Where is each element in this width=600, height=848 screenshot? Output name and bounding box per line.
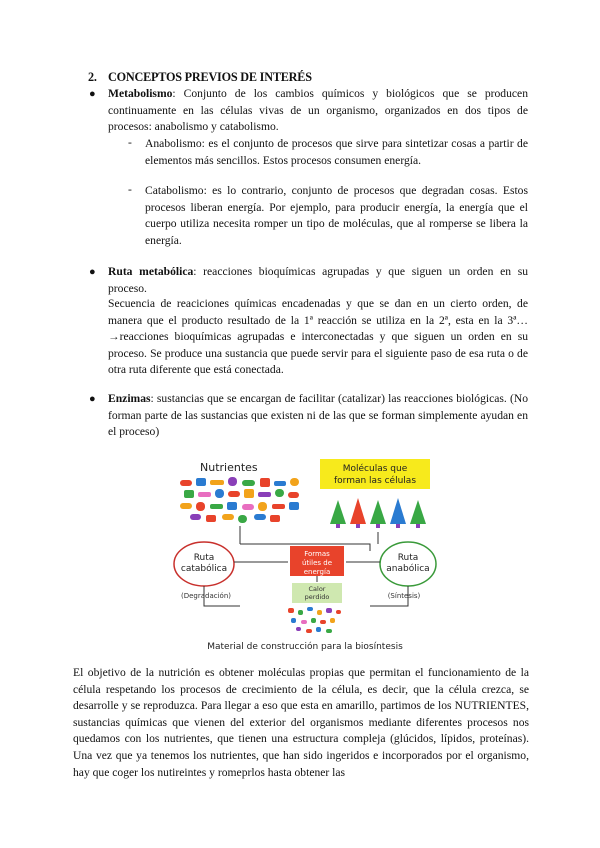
catabolica-label-line2: catabólica bbox=[180, 564, 228, 574]
section-number: 2. bbox=[88, 70, 97, 84]
enzimas-definition: : sustancias que se encargan de facilitar (catalizar) las reacciones biológicas. (No forman parte de las sustancias que existen ni de las que se forman simplemente ayudan en el proceso) bbox=[108, 392, 528, 439]
closing-paragraph: El objetivo de la nutrición es obtener moléculas propias que permitan el funcionamiento de la célula respetando los procesos de crecimiento de la célula, es decir, que la célula crezca, se desarrolle y se reproduzca. Para llegar a eso que esta en amarillo, partimos de los NUTRIENTES, sustancias químicas que vienen del exterior del organismos mediante diferentes procesos nos quedamos con los nutrientes, que tienen una estructura compleja (glúcidos, lípidos, proteínas). Una vez que ya tenemos los nutrientes, que han sido ingeridos e incorporados por el organismo, hay que coger los nutireintes y romeprlos hasta obtener las bbox=[73, 666, 529, 779]
moleculas-label-line2: forman las células bbox=[333, 476, 417, 486]
bullet-icon: ● bbox=[89, 88, 96, 100]
section-title: CONCEPTOS PREVIOS DE INTERÉS bbox=[108, 70, 312, 84]
dash-marker: - bbox=[128, 136, 132, 149]
metabolismo-term: Metabolismo bbox=[108, 87, 173, 100]
metabolism-diagram bbox=[170, 456, 440, 656]
section-heading bbox=[88, 70, 312, 85]
enzimas-paragraph bbox=[108, 391, 528, 441]
calor-label-line1: Calor bbox=[308, 585, 326, 593]
bullet-icon: ● bbox=[89, 393, 96, 405]
anabolica-label-line1: Ruta bbox=[397, 553, 419, 563]
nutrientes-label: Nutrientes bbox=[200, 461, 258, 474]
dash-marker: - bbox=[128, 183, 132, 196]
energia-label-line3: energía bbox=[303, 568, 331, 576]
nutrient-molecules-cluster bbox=[180, 477, 299, 523]
figure-caption: Material de construcción para la biosíntesis bbox=[207, 642, 403, 652]
ruta-term: Ruta metabólica bbox=[108, 265, 194, 278]
enzimas-term: Enzimas bbox=[108, 392, 151, 405]
anabolica-label-line2: anabólica bbox=[386, 564, 430, 574]
metabolismo-paragraph bbox=[108, 86, 528, 136]
building-blocks-cluster bbox=[288, 607, 341, 633]
ruta-paragraph bbox=[108, 264, 528, 297]
ruta-extra: Secuencia de reaciciones químicas encadenadas y que se dan en un cierto orden, de manera que el producto resultado de la 1ª reacción se utiliza en la 2ª, esta en la 3ª…→reacciones bioquímicas agrupadas e interconectadas y que siguen un orden en su proceso. Se produce una sustancia que puede servir para el siguiente paso de esa ruta o de otra ruta diferente que está conectada. bbox=[108, 297, 528, 377]
bullet-icon: ● bbox=[89, 266, 96, 278]
catabolica-sub-label: (Degradación) bbox=[180, 592, 232, 600]
ruta-definition: : reacciones bioquímicas agrupadas y que siguen un orden en su proceso. bbox=[108, 265, 529, 295]
energia-label-line2: útiles de bbox=[302, 559, 332, 567]
anabolica-sub-label: (Síntesis) bbox=[387, 592, 421, 600]
cell-molecules-cluster bbox=[330, 498, 426, 528]
anabolismo-text: Anabolismo: es el conjunto de procesos que sirve para sintetizar cosas a partir de elementos más sencillos. Estos procesos consumen energía. bbox=[145, 137, 528, 167]
energia-label-line1: Formas bbox=[304, 550, 330, 558]
calor-label-line2: perdido bbox=[304, 593, 330, 601]
catabolismo-text: Catabolismo: es lo contrario, conjunto de procesos que degradan cosas. Estos procesos liberan energía. Por ejemplo, para producir energía, la energía que el cuerpo utiliza necesita romper un tipo de moléculas, que al romperse se libera la energía. bbox=[145, 184, 528, 247]
moleculas-label-line1: Moléculas que bbox=[342, 464, 408, 474]
catabolica-label-line1: Ruta bbox=[193, 553, 215, 563]
metabolismo-definition: : Conjunto de los cambios químicos y biológicos que se producen continuamente en las células vivas de un organismo, organizados en dos tipos de procesos: anabolismo y catabolismo. bbox=[108, 87, 528, 134]
